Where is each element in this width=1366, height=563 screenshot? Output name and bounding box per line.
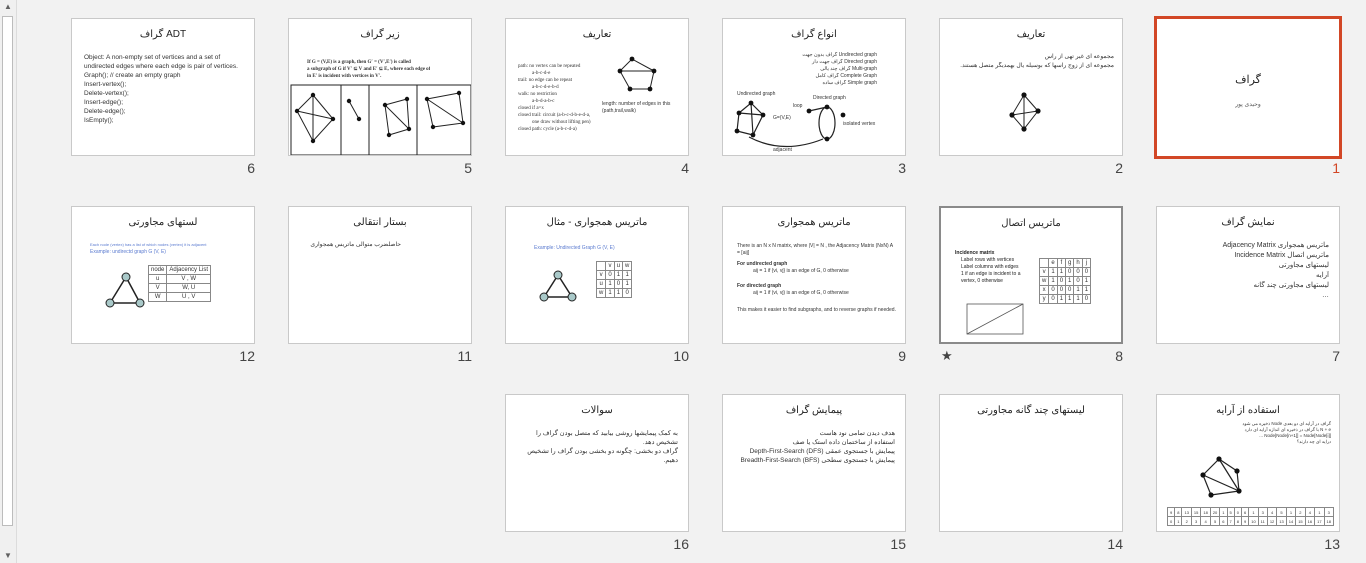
slide-number-4: 4 <box>681 160 689 176</box>
slide-title: تعاریف <box>582 29 612 40</box>
slide-thumbnail-13[interactable] <box>1156 394 1340 532</box>
text-line: walk: no restriction <box>518 92 557 97</box>
bullet-item: گراف در آرایه ای دو بعدی Node ذخیره می شود <box>1242 421 1331 426</box>
bullet-item: Undirected graph گراف بدون جهت <box>802 52 877 58</box>
table-cell: 1 <box>623 271 632 280</box>
table-cell: 1 <box>1049 268 1057 277</box>
bullet-item: Multi-graph گراف چند یالی <box>820 66 877 72</box>
table-cell: 3 <box>1191 517 1200 526</box>
diagram-label: Directed graph <box>813 95 846 101</box>
bullet-item: گراف دو بخشی: چگونه دو بخشی بودن گراف را تشخیص دهیم. <box>527 448 678 464</box>
bullet-item: Insert-vertex(); <box>84 81 127 88</box>
slide-number-10: 10 <box>673 348 689 364</box>
diagram-label: G=(V,E) <box>773 115 791 121</box>
text-line: in E′ is incident with vertices in V′. <box>307 74 382 79</box>
table-cell: 15 <box>1296 517 1305 526</box>
table-cell: 13 <box>1277 517 1286 526</box>
table-cell: 1 <box>606 280 614 289</box>
text-line: For directed graph <box>737 283 782 289</box>
table-cell: u <box>597 280 606 289</box>
table-cell: w <box>597 289 606 298</box>
table-cell: 1 <box>1049 277 1057 286</box>
table-cell: 1 <box>614 271 622 280</box>
slide-title: گراف <box>1235 74 1261 86</box>
table-cell: 0 <box>614 280 622 289</box>
table-cell: 0 <box>606 271 614 280</box>
text-line: For undirected graph <box>737 261 788 267</box>
table-cell: V <box>149 284 167 293</box>
table-cell: 0 <box>1082 268 1090 277</box>
graph-diagram <box>940 19 1123 156</box>
table-cell: 0 <box>1168 517 1175 526</box>
slide-thumbnail-5[interactable] <box>288 18 472 156</box>
text-line: trail: no edge can be repeat <box>518 78 572 83</box>
table-cell: 0 <box>1049 286 1057 295</box>
text-line: a-b-c-d-e-b-d <box>532 85 559 90</box>
table-cell: 18 <box>1324 517 1333 526</box>
table-cell: 7 <box>1227 517 1234 526</box>
bullet-item: مجموعه ای از زوج راسها که بوسیله یال بهمدیگر متصل هستند. <box>960 63 1114 69</box>
slide-thumbnail-16[interactable] <box>505 394 689 532</box>
table-cell: 5 <box>1227 508 1234 517</box>
table-cell: v <box>606 262 614 271</box>
bullet-item: Label rows with vertices <box>961 257 1015 263</box>
slide-title: لیستهای چند گانه مجاورتی <box>977 405 1085 416</box>
bullet-item: ماتریس اتصال Incidence Matrix <box>1234 252 1329 259</box>
table-cell: 1 <box>1066 295 1074 304</box>
table-cell: 1 <box>606 289 614 298</box>
table-cell: 1 <box>623 280 632 289</box>
slide-title: ماتریس همجواری - مثال <box>546 217 648 228</box>
slide-number-5: 5 <box>464 160 472 176</box>
table-cell: 2 <box>1182 517 1191 526</box>
slide-title: پیمایش گراف <box>785 405 843 416</box>
table-cell: x <box>1040 286 1049 295</box>
bullet-item: پیمایش با جستجوی سطحی Breadth-First-Search (BFS) <box>740 457 895 464</box>
table-cell: 14 <box>1286 517 1295 526</box>
slide-number-1: 1 <box>1332 160 1340 176</box>
bullet-item: آرایه <box>1316 272 1329 279</box>
text-line: a-b-c-d-e <box>532 71 551 76</box>
text-line: If G = (V,E) is a graph, then G′ = (V′,E′) is called <box>307 60 411 65</box>
table-cell: 1 <box>1286 508 1295 517</box>
bullet-item: Incidence matrix <box>955 250 995 256</box>
slide-title: استفاده از آرایه <box>1216 405 1280 416</box>
slide-number-2: 2 <box>1115 160 1123 176</box>
text-line: closed if a=x <box>518 106 544 111</box>
table-cell: 20 <box>1210 508 1219 517</box>
diagram-label: loop <box>793 103 803 109</box>
slide-thumbnail-9[interactable] <box>722 206 906 344</box>
slide-bullets <box>84 53 248 125</box>
table-cell: v <box>1040 268 1049 277</box>
slide-title: ماتریس اتصال <box>1001 218 1061 229</box>
table-row <box>1168 508 1334 517</box>
table-cell: W <box>149 293 167 302</box>
slide-number-11: 11 <box>457 348 472 364</box>
table-cell: 1 <box>1057 295 1065 304</box>
bullet-item: به کمک پیمایشها روشی بیابید که متصل بودن گراف را تشخیص دهد. <box>536 430 678 446</box>
table-cell: y <box>1040 295 1049 304</box>
table-cell: e <box>1049 259 1057 268</box>
slide-title: بستار انتقالی <box>353 217 407 228</box>
table-cell: g <box>1066 259 1074 268</box>
table-cell: 1 <box>1082 286 1090 295</box>
slide-number-12: 12 <box>239 348 255 364</box>
slide-title: گراف ADT <box>139 29 187 40</box>
text-line: closed path: cycle (a-b-c-d-a) <box>518 127 577 132</box>
table-cell: 15 <box>1191 508 1200 517</box>
table-cell: 4 <box>1305 508 1314 517</box>
text-line: aij = 1 if (vi, vj) is an edge of G, 0 otherwise <box>753 290 849 296</box>
slide-number-8: 8 <box>1115 348 1123 364</box>
table-cell: 9 <box>1168 508 1175 517</box>
slide-number-6: 6 <box>247 160 255 176</box>
triangle-graph <box>72 207 255 344</box>
table-cell: v <box>597 271 606 280</box>
bullet-item: لیستهای مجاورتی چند گانه <box>1253 282 1329 289</box>
table-cell: 4 <box>1201 517 1210 526</box>
graph-diagram <box>941 208 1123 344</box>
diagram-label: adjacent <box>773 147 792 153</box>
table-cell: 0 <box>1066 268 1074 277</box>
bullet-item: Graph(); // create an empty graph <box>84 72 181 79</box>
table-cell: 1 <box>1220 508 1227 517</box>
slide-bullets <box>1167 241 1329 301</box>
table-cell: 13 <box>1182 508 1191 517</box>
table-cell: 10 <box>1249 517 1258 526</box>
table-cell: 1 <box>614 289 622 298</box>
text-line: path: no vertex can be repeated <box>518 64 581 69</box>
bullet-item: N + e با گراف در ذخیره ای اندازه آرایه ای دارد <box>1244 427 1331 432</box>
slide-subtitle: وحیدی پور <box>1235 102 1261 108</box>
table-cell: 0 <box>1074 277 1082 286</box>
table-cell: u <box>149 275 167 284</box>
table-cell: 6 <box>1220 517 1227 526</box>
bullet-item: Object: A non-empty set of vertices and a set of undirected edges where each edge is pair of vertices. <box>84 54 238 70</box>
table-cell: 4 <box>1267 508 1276 517</box>
table-cell: W, U <box>167 284 211 293</box>
length-note: length: number of edges in this (path,trail,walk) <box>602 101 671 114</box>
slide-text <box>737 243 897 314</box>
slide-title: تعاریف <box>1016 29 1046 40</box>
table-cell: 11 <box>1258 517 1267 526</box>
animation-star-icon: ★ <box>941 348 953 363</box>
scroll-up-arrow-icon[interactable]: ▲ <box>4 2 12 11</box>
table-cell: 2 <box>1296 508 1305 517</box>
graph-types-diagram <box>723 19 906 156</box>
text-line: one draw without lifting pen) <box>532 120 591 125</box>
table-cell: u <box>614 262 622 271</box>
table-cell: w <box>623 262 632 271</box>
text-line: a-b-d-a-b-c <box>532 99 555 104</box>
table-cell: 5 <box>1277 508 1286 517</box>
scroll-down-arrow-icon[interactable]: ▼ <box>4 551 12 560</box>
slide-caption: Example: undirectd graph G (V, E) <box>90 249 166 255</box>
table-cell: node <box>149 266 167 275</box>
text-line: closed trail: circuit (a-b-c-d-b-e-d-a, <box>518 113 591 118</box>
table-cell: 18 <box>1201 508 1210 517</box>
slide-thumbnail-1[interactable] <box>1154 16 1342 159</box>
bullet-item: Node[Node[n+1]] = Node[Node[i]] ... <box>1259 433 1331 438</box>
slide-title: زیر گراف <box>360 29 400 40</box>
slide-number-3: 3 <box>898 160 906 176</box>
bullet-item: استفاده از ساختمان داده استک یا صف <box>792 439 895 446</box>
table-cell: 0 <box>1057 286 1065 295</box>
table-cell: 0 <box>1234 508 1241 517</box>
table-cell: 3 <box>1258 508 1267 517</box>
slide-title: لستهای مجاورتی <box>128 217 198 228</box>
bullet-item: 1 if an edge is incident to a vertex, 0 otherwise <box>961 271 1021 284</box>
table-cell: 1 <box>1057 268 1065 277</box>
bullet-item: پیمایش با جستجوی عمقی Depth-First-Search (DFS) <box>749 448 895 455</box>
table-cell: 1 <box>1315 508 1324 517</box>
table-cell: V , W <box>167 275 211 284</box>
bullet-item: Simple graph گراف ساده <box>822 80 877 86</box>
slide-bullets <box>737 429 895 465</box>
slide-title: نمایش گراف <box>1221 217 1275 228</box>
table-cell: 9 <box>1241 517 1248 526</box>
slide-caption: Example: Undirected Graph G (V, E) <box>534 245 615 251</box>
slide-thumbnail-10[interactable] <box>505 206 689 344</box>
table-cell: 0 <box>1049 295 1057 304</box>
table-cell: 0 <box>1074 268 1082 277</box>
text-line: aij = 1 if {vi, vj} is an edge of G, 0 otherwise <box>753 268 849 274</box>
array-table <box>1167 507 1334 526</box>
slide-number-14: 14 <box>1107 536 1123 552</box>
slide-number-9: 9 <box>898 348 906 364</box>
table-cell: 1 <box>1249 508 1258 517</box>
table-cell: 16 <box>1305 517 1314 526</box>
slide-title: انواع گراف <box>791 29 837 40</box>
bullet-item: هدف دیدن تمامی نود هاست <box>819 430 895 437</box>
triangle-graph <box>506 207 689 344</box>
slide-number-15: 15 <box>890 536 906 552</box>
table-cell: U , V <box>167 293 211 302</box>
bullet-item: Delete-vertex(); <box>84 90 129 97</box>
slide-thumbnail-12[interactable] <box>71 206 255 344</box>
bullet-item: Delete-edge(); <box>84 108 126 115</box>
bullet-item: Directed graph گراف جهت دار <box>811 59 877 65</box>
slide-thumbnail-14[interactable] <box>939 394 1123 532</box>
table-cell: 1 <box>1175 517 1182 526</box>
text-line: a subgraph of G if V′ ⊆ V and E′ ⊆ E, where each edge of <box>307 67 431 72</box>
text-line: There is an N x N matrix, where |V| = N , the Adjacency Matrix (NxN) A = [aij] <box>737 243 893 256</box>
text-line: This makes it easier to find subgraphs, and to reverse graphs if needed. <box>737 307 896 313</box>
bullet-item: Complete Graph گراف کامل <box>815 73 877 79</box>
bullet-item: لیستهای مجاورتی <box>1278 262 1329 269</box>
table-cell: 12 <box>1267 517 1276 526</box>
table-cell: 8 <box>1234 517 1241 526</box>
table-cell: Adjacency List <box>167 266 211 275</box>
slide-title: ماتریس همجواری <box>777 217 851 228</box>
slide-bullets <box>526 429 678 465</box>
table-cell: 8 <box>1175 508 1182 517</box>
table-cell: 6 <box>1241 508 1248 517</box>
bullet-item: درایه ای چه دارند؟ <box>1296 439 1331 444</box>
table-cell: 0 <box>1066 286 1074 295</box>
slide-thumbnail-15[interactable] <box>722 394 906 532</box>
table-cell: 17 <box>1315 517 1324 526</box>
table-cell: 1 <box>1066 277 1074 286</box>
bullet-item: ماتریس همجواری Adjacency Matrix <box>1222 242 1329 249</box>
table-cell: h <box>1074 259 1082 268</box>
slide-thumbnail-11[interactable] <box>288 206 472 344</box>
slide-thumbnail-7[interactable] <box>1156 206 1340 344</box>
bullet-item: مجموعه ای غیر تهی از راس <box>1044 54 1114 60</box>
slide-thumbnail-6[interactable] <box>71 18 255 156</box>
table-row <box>1168 517 1334 526</box>
bullet-item: … <box>1322 292 1329 299</box>
table-cell: 1 <box>1082 277 1090 286</box>
table-cell: 3 <box>1324 508 1333 517</box>
bullet-item: IsEmpty(); <box>84 117 114 124</box>
slide-bullets <box>299 241 401 250</box>
slide-thumbnail-4[interactable] <box>505 18 689 156</box>
slide-number-16: 16 <box>673 536 689 552</box>
bullet-item: حاصلضرب متوالی ماتریس همجواری <box>310 242 401 248</box>
table-cell: j <box>1082 259 1090 268</box>
slide-thumbnail-3[interactable] <box>722 18 906 156</box>
slide-caption: Each node (vertex) has a list of which nodes (vertex) it is adjacent <box>90 242 207 247</box>
table-cell: f <box>1057 259 1065 268</box>
slide-number-13: 13 <box>1324 536 1340 552</box>
subgraph-diagram <box>289 19 472 156</box>
diagram-label: isolated vertex <box>843 121 876 127</box>
slide-title: سوالات <box>581 405 613 416</box>
diagram-label: Undirected graph <box>737 91 776 97</box>
table-cell: 1 <box>1074 295 1082 304</box>
bullet-item: Label columns with edges <box>961 264 1019 270</box>
graph-diagram <box>506 19 689 156</box>
table-cell: 5 <box>1210 517 1219 526</box>
slide-thumbnail-2[interactable] <box>939 18 1123 156</box>
table-cell: 1 <box>1074 286 1082 295</box>
table-cell: 0 <box>1057 277 1065 286</box>
bullet-item: Insert-edge(); <box>84 99 124 106</box>
table-cell: 0 <box>623 289 632 298</box>
slide-thumbnail-8[interactable] <box>939 206 1123 344</box>
table-cell: 0 <box>1082 295 1090 304</box>
table-cell: w <box>1040 277 1049 286</box>
slide-number-7: 7 <box>1332 348 1340 364</box>
